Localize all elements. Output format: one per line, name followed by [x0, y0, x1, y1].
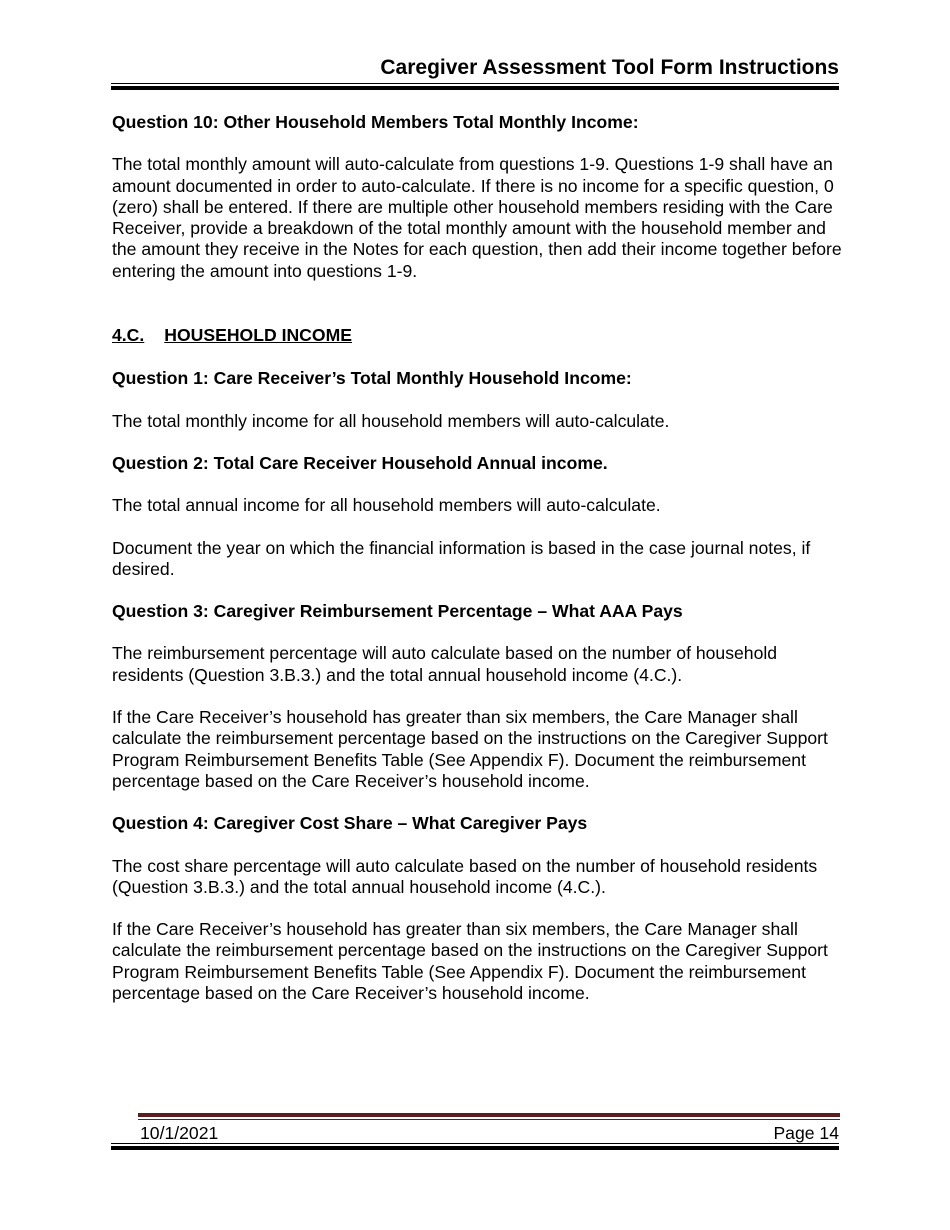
document-body	[112, 112, 842, 1004]
header-divider-thick	[111, 86, 839, 90]
question-3-heading: Question 3: Caregiver Reimbursement Percentage – What AAA Pays	[112, 601, 683, 622]
page-title: Caregiver Assessment Tool Form Instructions	[380, 56, 839, 79]
question-4-note: If the Care Receiver’s household has greater than six members, the Care Manager shall calculate the reimbursement percentage based on the instructions on the Caregiver Support Program Reimbursement Benefits Table (See Appendix F). Document the reimbursement percentage based on the Care Receiver’s household income.	[112, 919, 828, 1004]
section-number: 4.C.	[112, 325, 145, 346]
footer-divider-thin	[138, 1119, 840, 1120]
footer-date: 10/1/2021	[140, 1123, 219, 1143]
footer-bottom-divider-thin	[111, 1143, 839, 1144]
footer-page-number: Page 14	[773, 1123, 839, 1143]
question-2-body: The total annual income for all household members will auto-calculate.	[112, 495, 661, 516]
question-1-heading: Question 1: Care Receiver’s Total Monthly Household Income:	[112, 368, 632, 389]
footer-divider-thick	[138, 1113, 840, 1117]
question-3-note: If the Care Receiver’s household has greater than six members, the Care Manager shall calculate the reimbursement percentage based on the instructions on the Caregiver Support Program Reimbursement Benefits Table (See Appendix F). Document the reimbursement percentage based on the Care Receiver’s household income.	[112, 707, 828, 791]
header-divider-thin	[111, 83, 839, 84]
question-10-heading: Question 10: Other Household Members Total Monthly Income:	[112, 112, 639, 132]
question-4-body: The cost share percentage will auto calculate based on the number of household residents (Question 3.B.3.) and the total annual household income (4.C.).	[112, 855, 818, 897]
footer-bottom-divider-thick	[111, 1146, 839, 1150]
question-1-body: The total monthly income for all household members will auto-calculate.	[112, 410, 670, 431]
question-4-heading: Question 4: Caregiver Cost Share – What Caregiver Pays	[112, 813, 588, 834]
question-2-heading: Question 2: Total Care Receiver Household Annual income.	[112, 452, 608, 473]
question-2-note: Document the year on which the financial information is based in the case journal notes, if desired.	[112, 537, 811, 579]
question-3-body: The reimbursement percentage will auto calculate based on the number of household residents (Question 3.B.3.) and the total annual household income (4.C.).	[112, 643, 778, 685]
section-heading-household-income	[112, 325, 842, 346]
question-10-body: The total monthly amount will auto-calculate from questions 1-9. Questions 1-9 shall have an amount documented in order to auto-calculate. If there is no income for a specific question, 0 (zero) shall be entered. If there are multiple other household members residing with the Care Receiver, provide a breakdown of the total monthly amount with the household member and the amount they receive in the Notes for each question, then add their income together before entering the amount into questions 1-9.	[112, 154, 842, 281]
section-title: HOUSEHOLD INCOME	[164, 325, 352, 346]
